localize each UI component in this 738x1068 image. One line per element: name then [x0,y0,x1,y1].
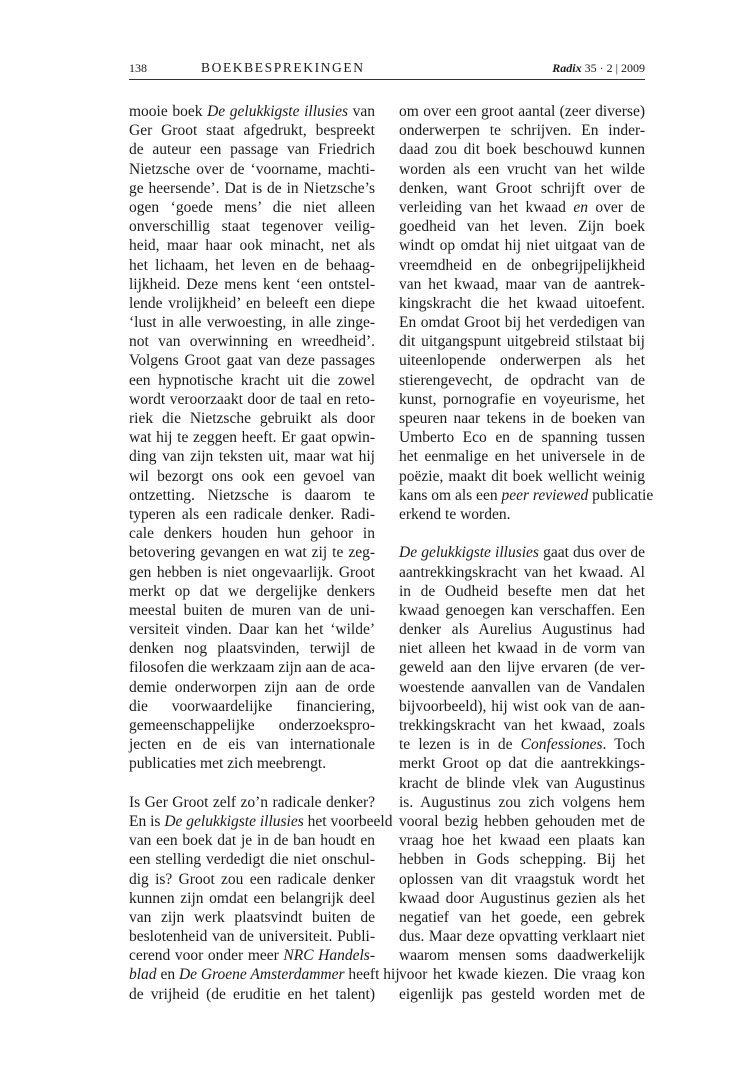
text-line [129,678,375,697]
text-line [129,198,375,217]
text-run: meestal buiten de muren van de uni- [129,601,375,619]
text-line [399,870,645,889]
text-line [129,754,375,773]
text-line [129,946,375,965]
text-line [399,428,645,447]
text-line [399,102,645,121]
text-line [399,563,645,582]
text-run: Ger Groot staat afgedrukt, bespreekt [129,122,375,140]
text-line [399,390,645,409]
text-run: van het kwaad, maar van de aantrek- [399,275,645,293]
text-line [399,831,645,850]
text-line [399,908,645,927]
text-line [129,332,375,351]
text-line [129,160,375,179]
text-line [129,658,375,677]
text-line [399,697,645,716]
text-run: kans om als een [399,486,502,504]
running-header [129,60,645,76]
text-run: jecten en de eis van internationale [129,736,375,754]
header-rule [129,79,645,80]
text-run: van een boek dat je in de ban houdt en [129,832,375,850]
text-line [399,409,645,428]
text-line [129,639,375,658]
text-run: het voorbeeld [303,812,393,830]
text-run: publicatie [588,486,654,504]
italic-title: NRC Handels- [283,947,375,965]
text-run: ‘lust in alle verwoesting, in alle zinge- [129,314,375,332]
text-run: onverschillig staat tegenover veilig- [129,218,375,236]
italic-title: De gelukkigste illusies [207,103,349,120]
text-run: Nietzsche over de ‘voorname, machti- [129,160,375,178]
text-line [399,486,654,505]
text-line [399,198,645,217]
text-line [399,121,645,140]
text-line [129,371,375,390]
text-run: publicaties met zich meebrengt. [129,755,327,773]
text-run: merkt op dat we dergelijke denkers [129,582,375,600]
paragraph-gap [129,774,375,793]
text-run: En omdat Groot bij het verdedigen van [399,314,645,332]
text-run: ding van zijn teksten uit, maar wat hij [129,448,375,466]
text-line [399,332,645,351]
text-run: versiteit vinden. Daar kan het ‘wilde’ [129,621,375,639]
text-line [399,582,645,601]
text-run: vraag hoe het kwaad een plaats kan [399,832,645,850]
text-line [399,294,645,313]
text-line [129,543,375,562]
text-run: aantrekkingskracht van het kwaad. Al [399,563,645,581]
text-run: vreemdheid en de onbegrijpelijkheid [399,256,645,274]
text-run: is. Augustinus zou zich volgens hem [399,793,645,811]
text-line [399,985,645,1004]
text-run: een stelling verdedigt die niet onschul- [129,851,375,869]
text-run: die voorwaardelijke financiering, [129,697,375,715]
text-run: oplossen van dit vraagstuk wordt het [399,870,645,888]
text-line [129,716,375,735]
text-run: dig is? Groot zou een radicale denker [129,870,375,888]
text-line [129,563,375,582]
text-run: speuren naar tekens in de boeken van [399,410,645,427]
text-line [129,582,375,601]
text-run: gaat dus over de [538,544,645,562]
text-run: betovering gevangen en wat zij te zeg- [129,544,375,562]
text-line [399,774,645,793]
text-line [129,313,375,332]
text-run: worden als een vrucht van het wilde [399,160,645,178]
text-line [129,965,400,984]
text-line [399,467,645,486]
text-line [399,543,645,562]
text-run: geweld aan den lijve ervaren (de ver- [399,659,645,677]
text-run: demie onderworpen zijn aan de orde [129,678,375,696]
text-run: voor het kwade kiezen. Die vraag kon [399,966,645,984]
text-run: heid, maar haar ook minacht, net als [129,237,375,255]
text-run: negatief van het goede, een gebrek [399,908,645,926]
text-line [399,179,645,198]
text-line [399,965,645,984]
text-run: typeren als een radicale denker. Radi- [129,505,375,523]
text-run: beslotenheid van de universiteit. Publi- [129,928,375,946]
text-run: en [156,966,179,984]
text-run: heeft hij [344,966,400,984]
italic-title: Confessiones [520,736,603,754]
text-line [129,409,375,428]
italic-title: De Groene Amsterdammer [178,966,345,984]
text-line [399,716,645,735]
text-run: eigenlijk pas gesteld worden met de [399,985,645,1003]
text-run: kingskracht die het kwaad uitoefent. [399,294,645,312]
text-run: te lezen is in de [399,736,521,754]
text-line [129,505,375,524]
italic-title: en [573,198,588,216]
text-line [129,102,375,121]
text-line [399,678,645,697]
text-run: de vrijheid (de eruditie en het talent) [129,985,375,1003]
text-run: not van overwinning en wreedheid’. [129,333,375,351]
right-column [399,102,654,1004]
text-line [399,889,645,908]
text-run: windt op omdat hij niet uitgaat van de [399,237,645,255]
text-run: trekkingskracht van het kwaad, zoals [399,717,645,734]
text-line [129,236,375,255]
text-line [399,639,645,658]
text-line [129,486,375,505]
text-run: lijkheid. Deze mens kent ‘een ontstel- [129,275,375,293]
text-line [399,313,645,332]
text-line [129,121,375,140]
section-title: BOEKBESPREKINGEN [201,60,365,75]
text-run: kwaad door Augustinus gezien als het [399,889,645,907]
text-run: kracht de blinde vlek van Augustinus [399,774,645,792]
text-run: gen hebben is niet ongevaarlijk. Groot [129,563,375,581]
text-line [399,447,645,466]
text-line [399,793,645,812]
text-run: kunnen zijn omdat een belangrijk deel [129,889,375,907]
text-run: stierengevecht, de opdracht van de [399,371,645,389]
text-line [129,697,375,716]
text-line [129,735,375,754]
text-run: lende vrolijkheid’ en beleeft een diepe [129,294,375,312]
text-run: filosofen die werkzaam zijn aan de aca- [129,659,376,677]
text-run: het eenmalige en het universele in de [399,448,645,466]
italic-title: peer reviewed [501,486,589,504]
text-line [399,601,645,620]
text-run: bijvoorbeeld), hij wist ook van de aan- [399,697,645,715]
text-run: kwaad genoegen kan verschaffen. Een [399,601,645,619]
text-line [399,735,645,754]
text-run: kunst, pornografie en voyeurisme, het [399,390,645,408]
text-line [129,985,375,1004]
text-run: niet alleen het kwaad in de vorm van [399,640,645,658]
text-run: vooral bezig hebben gehouden met de [399,812,645,830]
text-line [399,236,645,255]
text-line [399,371,645,390]
text-run: hebben in Gods schepping. Bij het [399,851,645,869]
text-run: dus. Maar deze opvatting verklaart niet [399,928,645,946]
text-line [129,908,375,927]
text-run: wordt veroorzaakt door de taal en reto- [129,390,375,408]
text-line [399,140,645,159]
text-run: denken nog plaatsvinden, terwijl de [129,640,375,658]
text-line [129,294,375,313]
text-line [129,850,375,869]
text-run: woestende aanvallen van de Vandalen [399,678,645,696]
text-line [129,620,375,639]
text-run: wat hij te zeggen heeft. Er gaat opwin- [129,429,375,447]
text-line [399,275,645,294]
italic-title: De gelukkigste illusies [399,544,539,562]
text-run: cale denkers houden hun gehoor in [129,525,375,543]
text-run: een hypnotische kracht uit die zowel [129,371,375,389]
text-run: mooie boek [129,103,208,120]
text-run: in de Oudheid besefte men dat het [399,582,645,600]
text-run: ogen ‘goede mens’ die niet alleen [129,198,375,216]
text-line [399,160,645,179]
text-line [129,390,375,409]
text-line [129,467,375,486]
text-line [399,754,645,773]
text-run: uiteenlopende onderwerpen als het [399,352,645,370]
text-line [399,620,645,639]
journal-name: Radix [552,61,582,75]
text-run: om over een groot aantal (zeer diverse) [399,103,645,120]
text-line [129,217,375,236]
text-line [399,946,645,965]
text-line [129,601,375,620]
text-run: dit uitgangspunt uitgebreid stilstaat bij [399,333,645,351]
text-line [129,889,375,908]
text-run: de auteur een passage van Friedrich [129,141,375,159]
text-run: denker als Aurelius Augustinus had [399,621,645,639]
text-run: waarom mensen soms daadwerkelijk [399,947,645,965]
italic-title: De gelukkigste illusies [164,812,304,830]
journal-reference [552,61,645,76]
text-line [129,793,375,812]
text-run: daad zou dit boek beschouwd kunnen [399,141,645,159]
text-run: merkt Groot op dat die aantrekkings- [399,755,645,773]
text-line [129,927,375,946]
text-run: denken, want Groot schrijft over de [399,179,645,197]
text-run: poëzie, maakt dit boek wellicht weinig [399,467,645,485]
text-run: Volgens Groot gaat van deze passages [129,352,375,370]
text-run: van [348,103,375,120]
paragraph-gap [399,524,645,543]
text-line [399,505,645,524]
text-run: van zijn werk plaatsvindt buiten de [129,908,375,926]
text-line [129,812,393,831]
text-line [129,447,375,466]
text-line [129,870,375,889]
text-run: het lichaam, het leven en de behaag- [129,256,375,274]
text-line [399,351,645,370]
text-line [129,179,375,198]
text-line [129,351,375,370]
left-column [129,102,400,1004]
text-run: ontzetting. Nietzsche is daarom te [129,486,375,504]
journal-issue: 35 · 2 | 2009 [584,61,645,75]
text-run: riek die Nietzsche gebruikt als door [129,410,375,427]
text-line [129,140,375,159]
text-run: En is [129,812,165,830]
text-line [399,850,645,869]
italic-title: blad [129,966,157,984]
text-run: gemeenschappelijke onderzoekspro- [129,717,375,734]
text-run: goedheid van het leven. Zijn boek [399,218,645,236]
text-run: cerend voor onder meer [129,947,284,965]
text-run: wil bezorgt ons ook een gevoel van [129,467,375,485]
text-line [129,524,375,543]
text-run: verleiding van het kwaad [399,198,574,216]
text-line [129,256,375,275]
text-run: onderwerpen te schrijven. En inder- [399,122,645,140]
text-run: erkend te worden. [399,505,511,523]
text-line [399,658,645,677]
page-number: 138 [129,61,147,75]
text-run: ge heersende’. Dat is de in Nietzsche’s [129,179,375,197]
text-line [129,275,375,294]
text-line [399,812,645,831]
text-run: Umberto Eco en de spanning tussen [399,429,645,447]
text-line [129,428,375,447]
text-run: over de [587,198,645,216]
text-run: . Toch [602,736,645,754]
text-line [399,217,645,236]
text-line [399,927,645,946]
text-line [129,831,375,850]
text-run: Is Ger Groot zelf zo’n radicale denker? [129,793,375,811]
text-line [399,256,645,275]
